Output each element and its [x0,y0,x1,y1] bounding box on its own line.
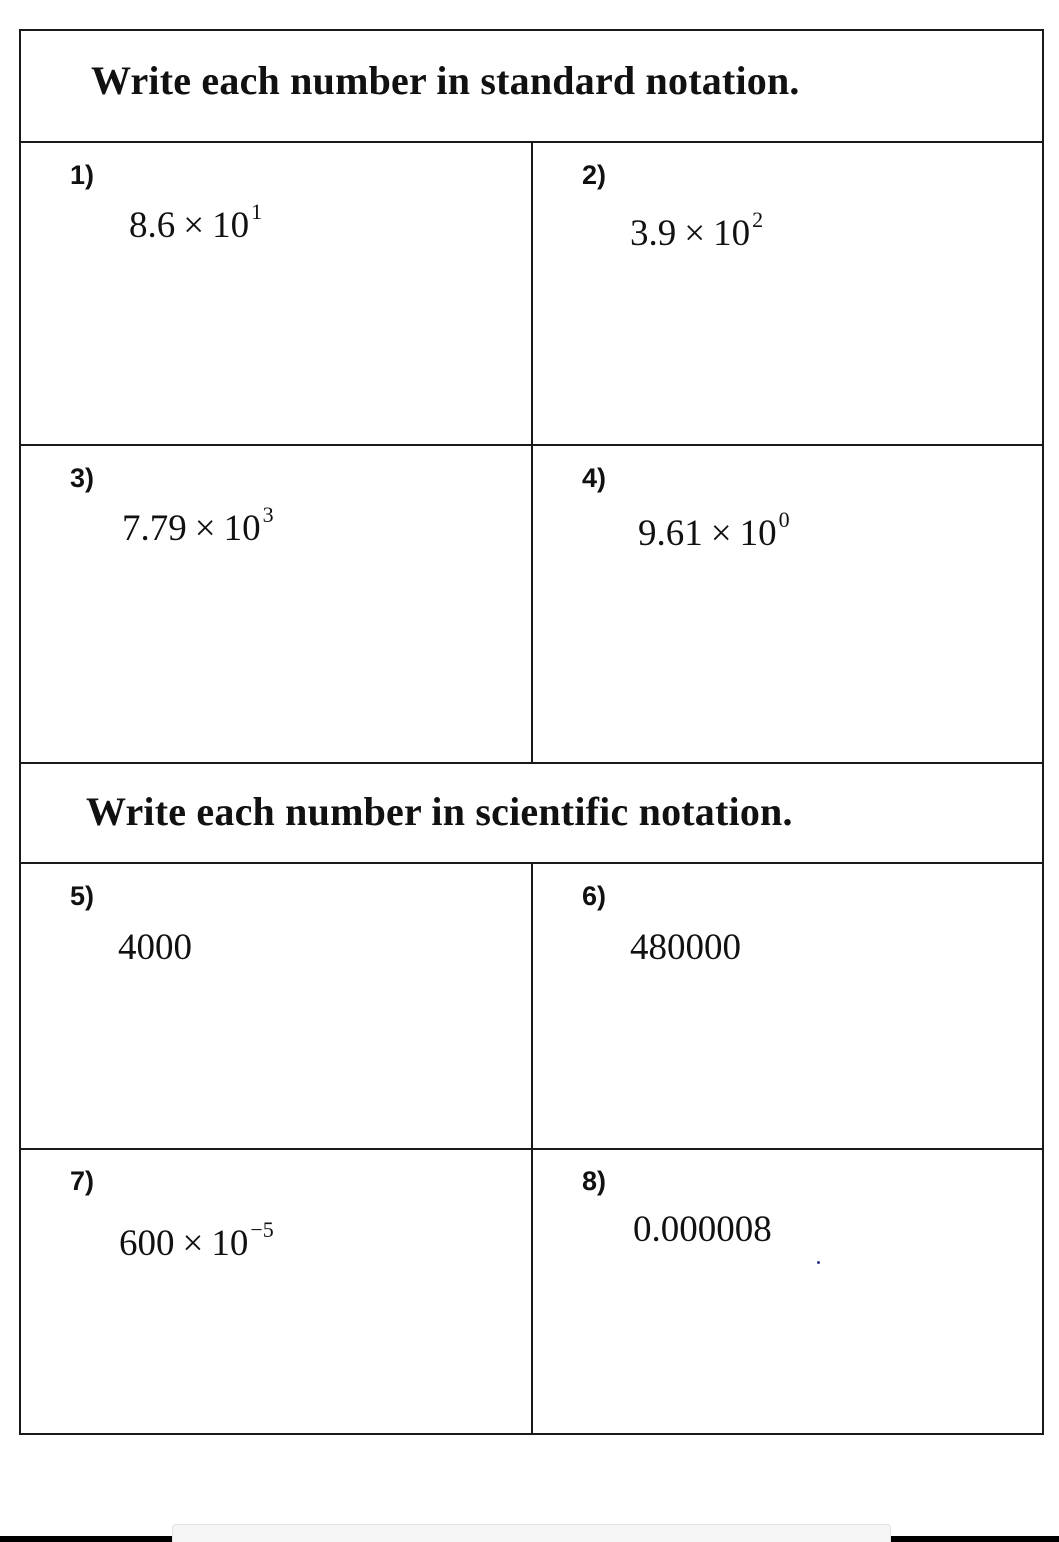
problem-8-value: 0.000008 [633,1209,772,1250]
problem-3-expression [122,502,274,549]
problem-4-exponent: 0 [778,507,790,532]
worksheet-table [19,29,1044,1435]
times-sign: × [183,205,205,246]
problem-2-expression [630,207,764,254]
times-sign: × [710,513,732,554]
problem-4-base: 10 [739,513,777,554]
problem-number-1: 1) [70,160,95,190]
problem-1-expression [129,199,263,246]
problem-7-coefficient: 600 [119,1223,175,1264]
section-heading-standard-notation: Write each number in standard notation. [91,58,800,103]
problem-2-exponent: 2 [752,207,764,232]
problem-7-exponent: −5 [250,1217,274,1242]
row-divider [21,762,1042,764]
problem-2-coefficient: 3.9 [630,213,677,254]
problem-6-value: 480000 [630,927,741,968]
problem-number-6: 6) [582,881,607,911]
bottom-edge-bar [0,1536,172,1542]
problem-number-8: 8) [582,1166,607,1196]
problem-2-base: 10 [713,213,751,254]
problem-7-base: 10 [211,1223,249,1264]
section-heading-scientific-notation: Write each number in scientific notation. [86,789,793,834]
problem-3-base: 10 [223,508,261,549]
problem-number-5: 5) [70,881,95,911]
times-sign: × [194,508,216,549]
problem-1-coefficient: 8.6 [129,205,176,246]
bottom-edge-bar [891,1536,1059,1542]
problem-3-exponent: 3 [262,502,274,527]
problem-7-expression [119,1217,274,1264]
problem-number-2: 2) [582,160,607,190]
column-divider [531,862,533,1435]
column-divider [531,141,533,762]
times-sign: × [182,1223,204,1264]
problem-3-coefficient: 7.79 [122,508,187,549]
problem-1-exponent: 1 [251,199,263,224]
problem-1-base: 10 [212,205,250,246]
problem-number-4: 4) [582,463,607,493]
stray-mark [817,1261,820,1264]
bottom-panel [172,1524,891,1542]
problem-4-expression [638,507,790,554]
times-sign: × [684,213,706,254]
problem-number-7: 7) [70,1166,95,1196]
problem-number-3: 3) [70,463,95,493]
problem-5-value: 4000 [118,927,192,968]
problem-4-coefficient: 9.61 [638,513,703,554]
